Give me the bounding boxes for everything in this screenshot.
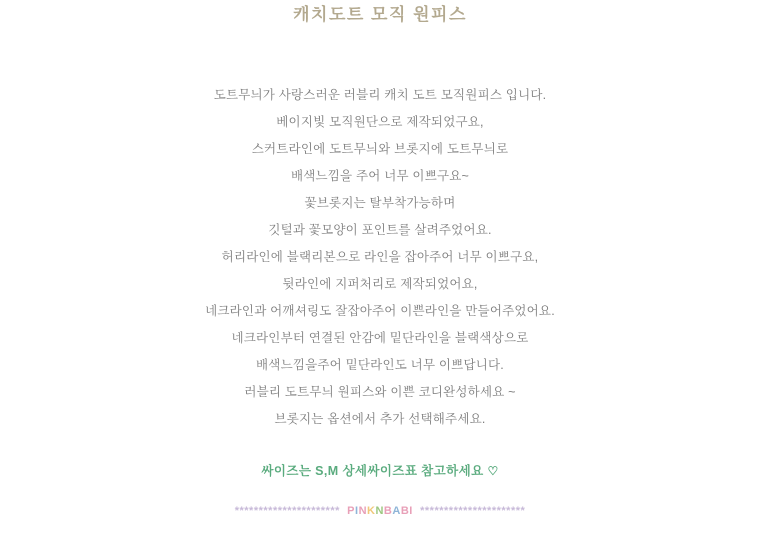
- size-guide-text: 싸이즈는 S,M 상세싸이즈표 참고하세요: [261, 464, 484, 478]
- description-line: 러블리 도트무늬 원피스와 이쁜 코디완성하세요 ~: [244, 385, 516, 399]
- brand-name: [343, 505, 417, 517]
- description-line: 뒷라인에 지퍼처리로 제작되었어요,: [282, 277, 478, 291]
- description-line: 배색느낌을주어 밑단라인도 너무 이쁘답니다.: [256, 358, 504, 372]
- description-line: 깃털과 꽃모양이 포인트를 살려주었어요.: [268, 223, 492, 237]
- heart-icon: ♡: [487, 464, 499, 478]
- stars-left: **********************: [234, 505, 340, 517]
- description-line: 네크라인부터 연결된 안감에 밑단라인을 블랙색상으로: [231, 331, 529, 345]
- description-line: 베이지빛 모직원단으로 제작되었구요,: [276, 115, 484, 129]
- description-line: 꽃브롯지는 탈부착가능하며: [304, 196, 456, 210]
- brand-letter: B: [383, 505, 393, 517]
- description-line: 네크라인과 어깨셔링도 잘잡아주어 이쁜라인을 만들어주었어요.: [205, 304, 555, 318]
- brand-letter: P: [347, 505, 355, 517]
- size-guide-note: [0, 461, 760, 479]
- description-line: 스커트라인에 도트무늬와 브롯지에 도트무늬로: [251, 142, 509, 156]
- brand-letter: B: [400, 505, 410, 517]
- page-title: 캐치도트 모직 원피스: [293, 5, 467, 24]
- description-line: 도트무늬가 사랑스러운 러블리 캐치 도트 모직원피스 입니다.: [213, 88, 547, 102]
- description-line: 허리라인에 블랙리본으로 라인을 잡아주어 너무 이쁘구요,: [221, 250, 539, 264]
- description-line: 브롯지는 옵션에서 추가 선택해주세요.: [274, 412, 486, 426]
- brand-letter: K: [367, 505, 376, 517]
- brand-letter: N: [375, 505, 384, 517]
- brand-letter: I: [409, 505, 413, 517]
- brand-footer: [0, 505, 760, 517]
- brand-letter: I: [355, 505, 359, 517]
- description-block: [0, 82, 760, 433]
- brand-letter: A: [392, 505, 401, 517]
- description-line: 배색느낌을 주어 너무 이쁘구요~: [290, 169, 470, 183]
- brand-letter: N: [358, 505, 368, 517]
- stars-right: **********************: [420, 505, 526, 517]
